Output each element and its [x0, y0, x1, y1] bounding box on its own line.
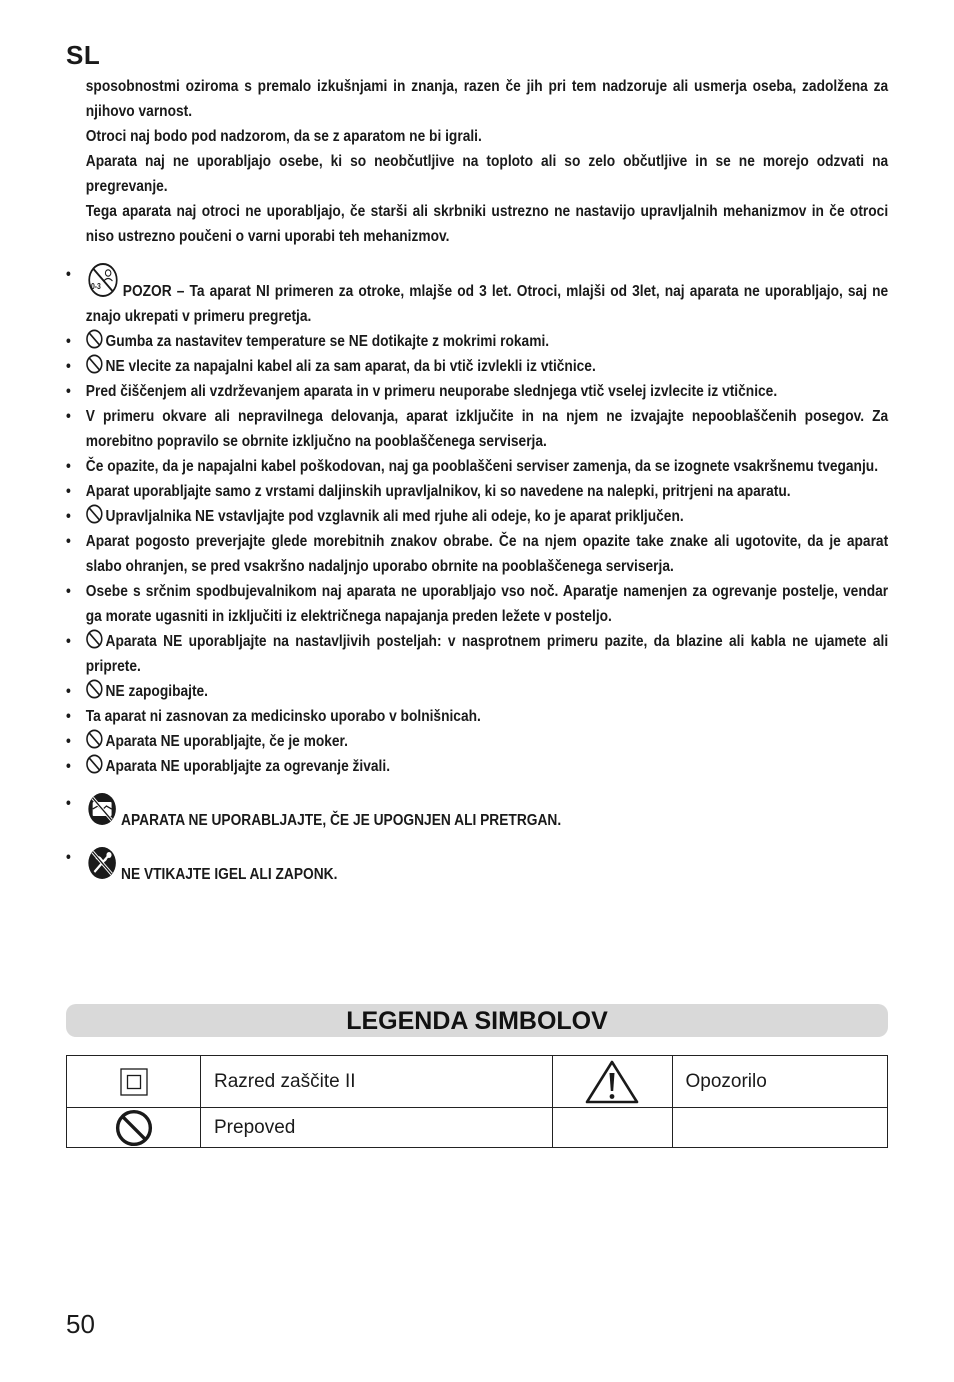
- prohibition-icon: [115, 1109, 153, 1147]
- bullet-item: • NE zapogibajte.: [66, 679, 888, 704]
- intro-paragraph: Otroci naj bodo pod nadzorom, da se z aparatom ne bi igrali.: [85, 128, 482, 145]
- intro-text: [66, 74, 888, 249]
- table-row: [67, 1056, 888, 1108]
- legend-label: Opozorilo: [672, 1056, 888, 1108]
- damaged-blanket-prohibition-icon: [86, 791, 119, 827]
- legend-label: Razred zaščite II: [201, 1056, 553, 1108]
- prohibition-icon: [86, 504, 103, 524]
- bullet-item: • Pred čiščenjem ali vzdrževanjem aparata in v primeru neuporabe slednjega vtič vselej izvlecite iz vtičnice.: [66, 379, 888, 404]
- class-ii-square-icon: [120, 1068, 148, 1096]
- legend-symbol-cell-empty: [552, 1108, 672, 1148]
- table-row: [67, 1108, 888, 1148]
- warning-triangle-icon: [584, 1059, 640, 1105]
- bullet-item: • Aparata NE uporabljajte, če je moker.: [66, 729, 888, 754]
- prohibition-icon: [86, 679, 103, 699]
- prohibition-icon: [86, 729, 103, 749]
- bullet-item: • Gumba za nastavitev temperature se NE dotikajte z mokrimi rokami.: [66, 329, 888, 354]
- intro-paragraph: sposobnostmi oziroma s premalo izkušnjami in znanja, razen če jih pri tem nadzoruje ali usmerja oseba, zadolžena za njihovo varnost.: [85, 78, 889, 120]
- intro-paragraph: Tega aparata naj otroci ne uporabljajo, če starši ali skrbniki ustrezno ne nastavijo upravljalnih mehanizmov in če otroci niso ustrezno poučeni o varni uporabi teh mehanizmov.: [85, 203, 889, 245]
- symbol-legend-table: [66, 1055, 888, 1148]
- prohibition-icon: [86, 329, 103, 349]
- svg-text:0-3: • 0-3: [90, 281, 101, 292]
- child-0-3-prohibition-icon: [86, 262, 120, 298]
- bullet-item: • Aparata NE uporabljajte za ogrevanje živali.: [66, 754, 888, 779]
- bullet-item: • Če opazite, da je napajalni kabel poškodovan, naj ga pooblaščeni serviser zamenja, da se izognete vsakršnemu tveganju.: [66, 454, 888, 479]
- bullet-item: • NE VTIKAJTE IGEL ALI ZAPONK.: [66, 845, 888, 887]
- bullet-item: • Aparat uporabljajte samo z vrstami daljinskih upravljalnikov, ki so navedene na nalepki, pritrjeni na aparatu.: [66, 479, 888, 504]
- legend-heading: LEGENDA SIMBOLOV: [66, 1004, 888, 1037]
- no-pins-prohibition-icon: [86, 845, 119, 881]
- legend-symbol-cell: [67, 1108, 201, 1148]
- prohibition-icon: [86, 629, 103, 649]
- instructions-content: [66, 74, 888, 887]
- language-code: SL: [66, 40, 101, 70]
- bullet-item: • NE vlecite za napajalni kabel ali za sam aparat, da bi vtič izvlekli iz vtičnice.: [66, 354, 888, 379]
- prohibition-icon: [86, 754, 103, 774]
- bullet-item: • Osebe s srčnim spodbujevalnikom naj aparata ne uporabljajo vso noč. Aparatje namenjen za ogrevanje postelje, vendar ga morate ugasniti in izključiti iz električnega napajanja preden ležete v posteljo.: [66, 579, 888, 629]
- bullet-item: • Ta aparat ni zasnovan za medicinsko uporabo v bolnišnicah.: [66, 704, 888, 729]
- bullet-item: • APARATA NE UPORABLJAJTE, ČE JE UPOGNJEN ALI PRETRGAN.: [66, 791, 888, 833]
- bullet-item: • V primeru okvare ali nepravilnega delovanja, aparat izključite in na njem ne izvajajte nepooblaščenih posegov. Za morebitno popravilo se obrnite izključno na pooblaščenega serviserja.: [66, 404, 888, 454]
- legend-symbol-cell: [552, 1056, 672, 1108]
- bullet-item: • 0-3 POZOR – Ta aparat NI primeren za otroke, mlajše od 3 let. Otroci, mlajši od 3let, naj aparata ne uporabljajo, saj ne znajo ukrepati v primeru pregretja.: [66, 262, 888, 329]
- legend-symbol-cell: [67, 1056, 201, 1108]
- page-number: 50: [66, 1309, 95, 1339]
- bullet-item: • Aparat pogosto preverjajte glede morebitnih znakov obrabe. Če na njem opazite take znake ali ugotovite, da je aparat slabo ohranjen, se pred vsakršno nadaljnjo uporabo obrnite na pooblaščenega serviserja.: [66, 529, 888, 579]
- safety-bullet-list: [66, 262, 888, 887]
- bullet-item: • Aparata NE uporabljajte na nastavljivih posteljah: v nasprotnem primeru pazite, da blazine ali kabla ne ujamete ali priprete.: [66, 629, 888, 679]
- prohibition-icon: [86, 354, 103, 374]
- intro-paragraph: Aparata naj ne uporabljajo osebe, ki so neobčutljive na toploto ali so zelo občutljive in se ne morejo odzvati na pregrevanje.: [85, 153, 889, 195]
- bullet-item: • Upravljalnika NE vstavljajte pod vzglavnik ali med rjuhe ali odeje, ko je aparat priključen.: [66, 504, 888, 529]
- legend-label-empty: [672, 1108, 888, 1148]
- legend-label: Prepoved: [201, 1108, 553, 1148]
